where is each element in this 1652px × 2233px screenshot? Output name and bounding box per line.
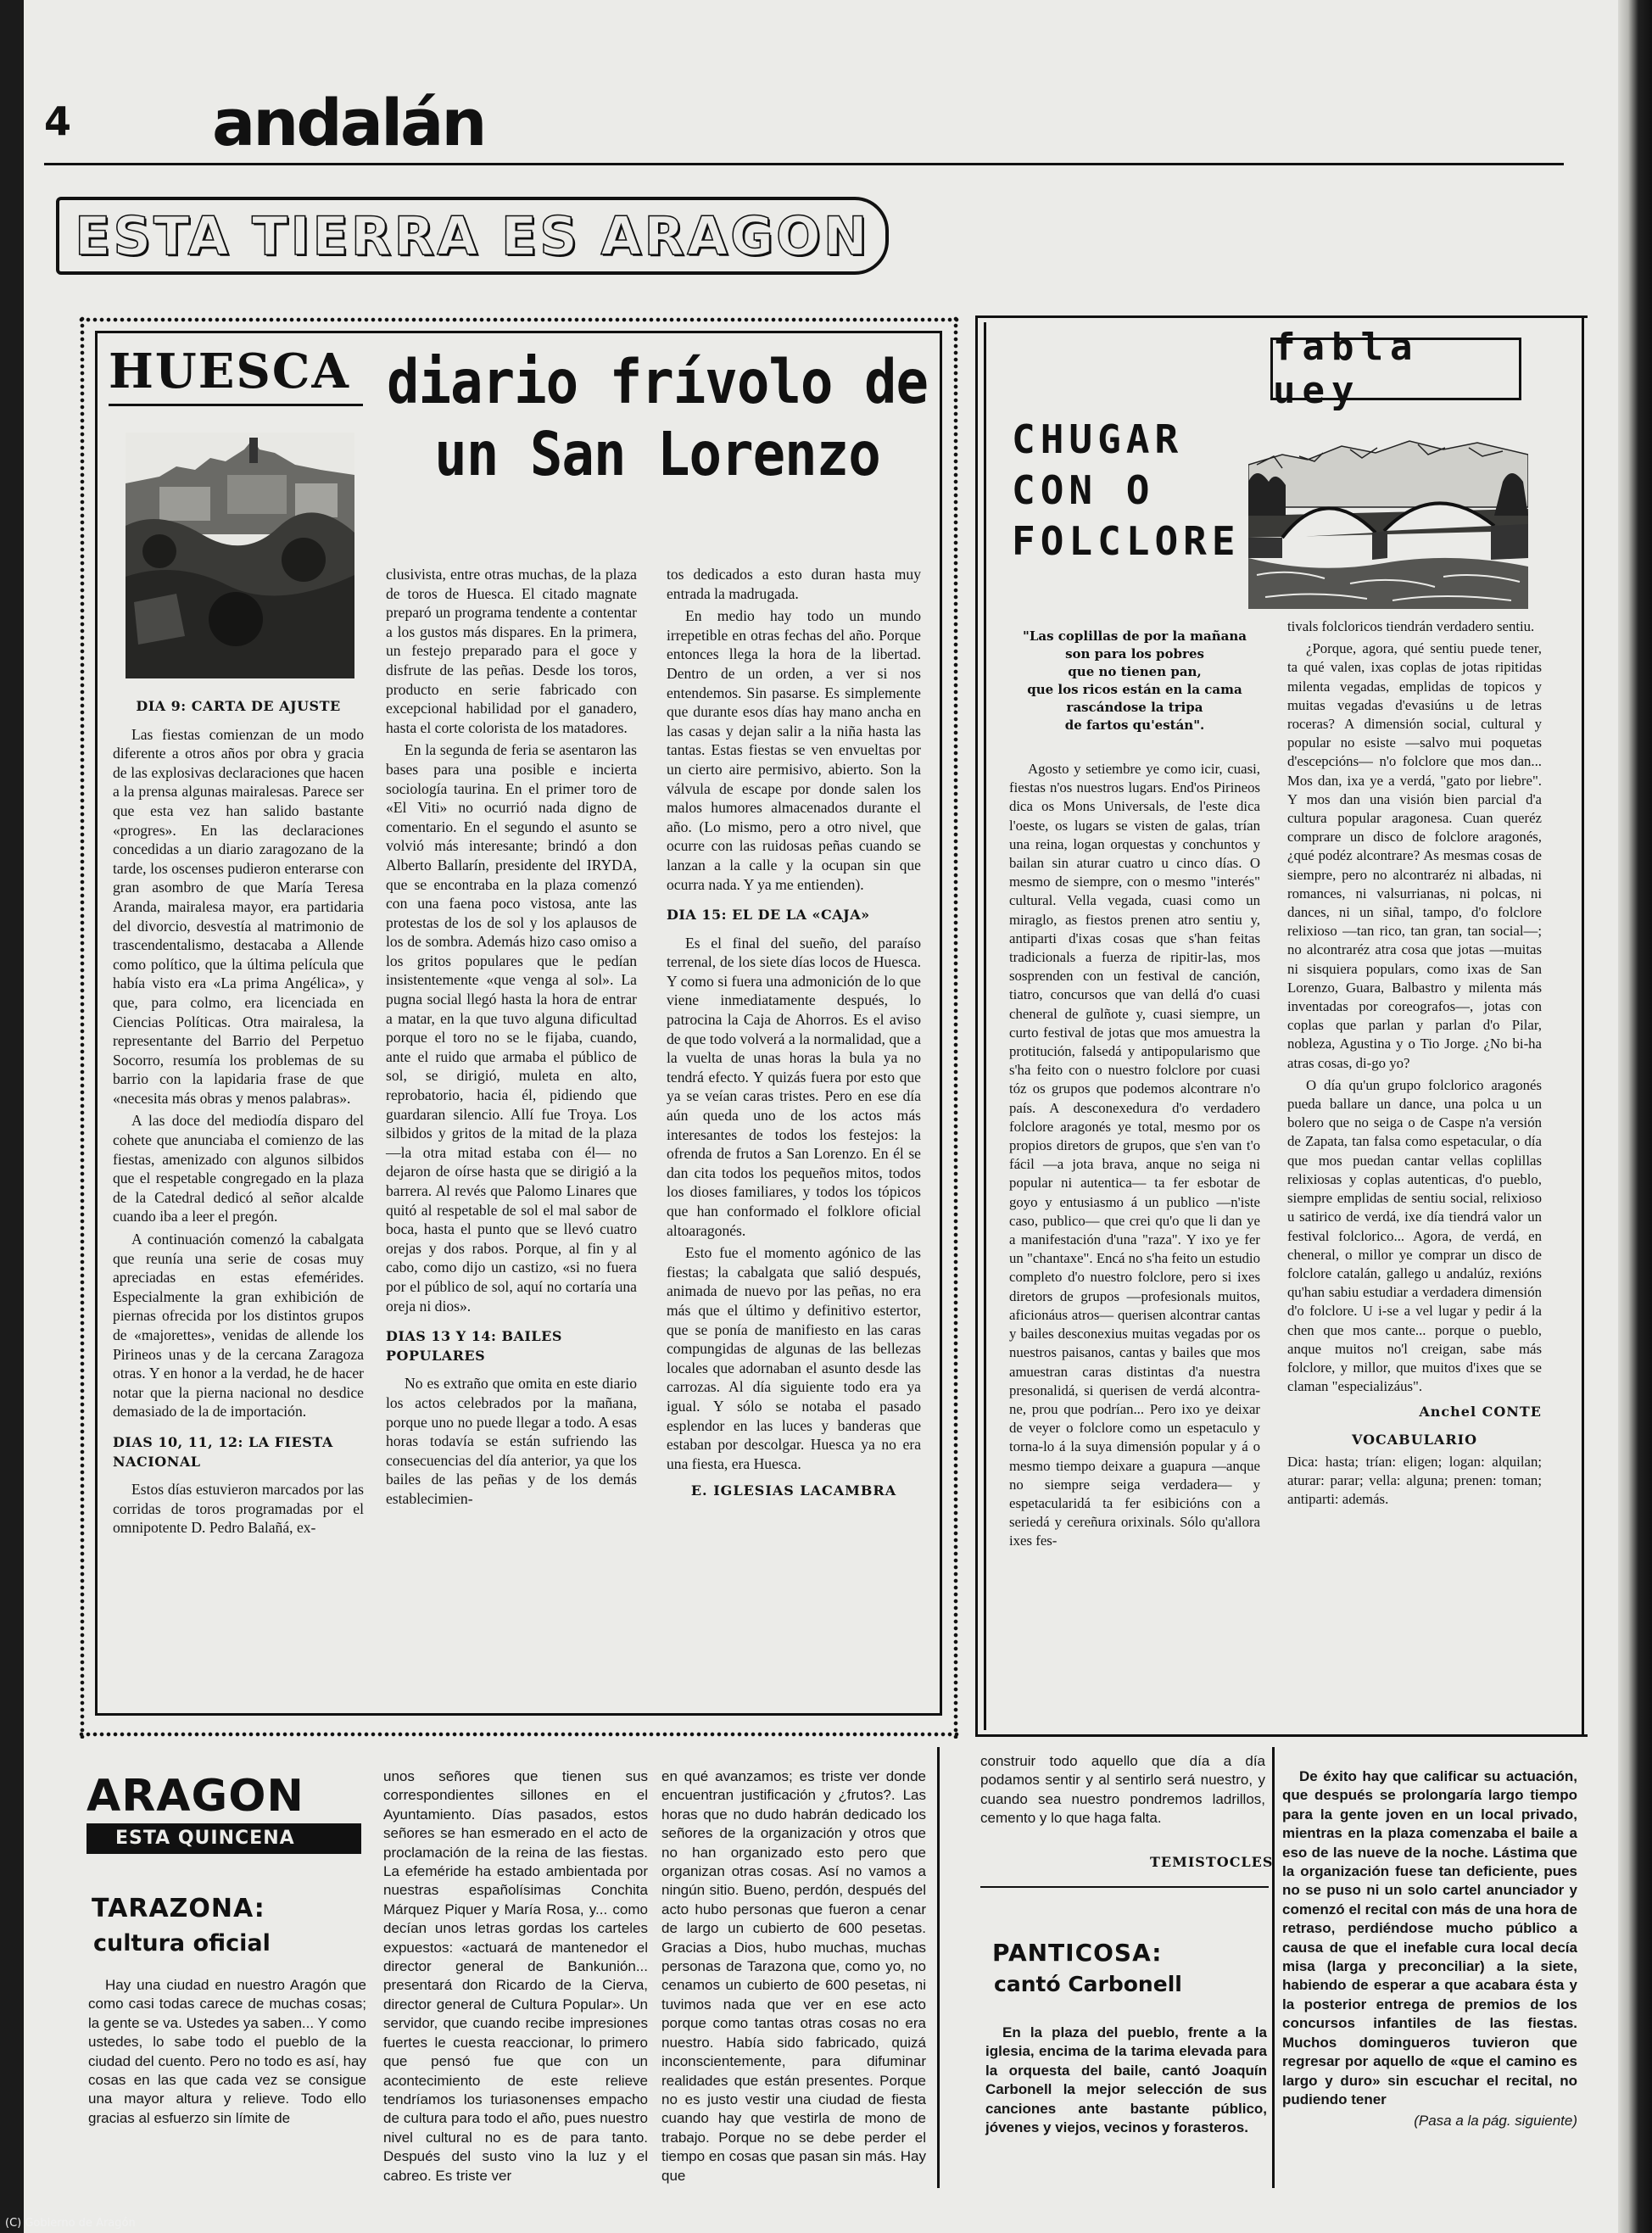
frame-line-top xyxy=(95,331,942,333)
paragraph: A las doce del mediodía disparo del cohete que anunciaba el comienzo de las fiestas, amenizado con algunos silbidos que el respetable congregado en la plaza de la Catedral dedicó al señor alcalde cuando iba a leer el pregón. xyxy=(113,1112,364,1225)
paragraph: En la plaza del pueblo, frente a la iglesia, encima de la tarima elevada para la orquesta del baile, cantó Joaquín Carbonell la mejor selección de sus canciones ante bastante público, jóvenes y viejos, vecinos y forasteros. xyxy=(985,2024,1267,2136)
main-article-col2 xyxy=(386,565,637,1512)
frame-line-right xyxy=(940,331,942,1713)
paragraph: Las fiestas comienzan de un modo diferente a otros años por obra y gracia de las explosivas declaraciones que hacen a la prensa algunas mairalesas. Parece ser que esta vez han salido bastante «progres». En las declaraciones concedidas a un diario zaragozano de la tarde, los oscenses pudieron enterarse con gran asombro de que María Teresa Aranda, mairalesa mayor, era partidaria del divorcio, desvestía al matrimonio de trascendentalismo, destacaba a Allende como político, que la última película que había visto era «La prima Angélica», y que, para colmo, era licenciada en Ciencias Políticas. Otra mairalesa, la representante del Barrio del Perpetuo Socorro, resumía los problemas de su barrio con la lapidaria frase de que «necesita más obras y menos palabras». xyxy=(113,725,364,1107)
aragon-word: ARAGON xyxy=(87,1771,304,1822)
paragraph: unos señores que tienen sus correspondientes sillones en el Ayuntamiento. Días pasados, estos señores se han esmerado en el acto de proclamación de la reina de las fiestas. La efeméride ha estado ambientada por nuestras españolísimas Conchita Márquez Piquer y María Rosa, y... como decían unos letras gordas los carteles expuestos: «actuará de mantenedor el director general de Bankunión... presentará don Ricardo de la Cierva, director general de Cultura Popular». Un servidor, que cuando recibe impresiones fuertes le cuesta reaccionar, lo primero que pensó fue que con un acontecimiento de este relieve tendríamos los turiasonenses empacho de cultura para todo el año, pues nuestro nivel cultural no es de para tanto. Después del susto vino la luz y el cabreo. Es triste ver xyxy=(383,1768,648,2184)
paragraph: No es extraño que omita en este diario los actos celebrados por la mañana, porque uno no puede llegar a todo. A esas horas todavía se están sufriendo las consecuencias del día anterior, ya que los bailes de las peñas y de los demás establecimien- xyxy=(386,1375,637,1507)
header-rule xyxy=(44,163,1564,165)
quote-line: que no tienen pan, xyxy=(1068,664,1202,679)
panticosa-subtitle: cantó Carbonell xyxy=(994,1972,1182,1996)
side-article-colB xyxy=(1287,617,1542,1512)
continue-note: (Pasa a la pág. siguiente) xyxy=(1414,2113,1577,2130)
chain-border-right xyxy=(952,315,960,1739)
panticosa-col1 xyxy=(985,2024,1267,2140)
paragraph: construir todo aquello que día a día podamos sentir y al sentirlo será nuestro, y cuando sea nuestro pondremos ladrillos, cemento y lo que haga falta. xyxy=(980,1753,1265,1827)
paragraph: en qué avanzamos; es triste ver donde encuentran justificación y ¿frutos?. Las horas que no dudo habrán dedicado los señores de la organización y otros que no han organizado esto pero que organizan otras cosas. Así no vamos a ningún sitio. Bueno, perdón, después del acto hubo personas que fueron a cenar de largo un cubierto de 600 pesetas. Gracias a Dios, hubo muchas, muchas personas de Tarazona que, como yo, no cenamos un cubierto de 600 pesetas, ni tuvimos nada que ver en ese acto porque como tantas otras cosas no era nuestro. Había sido fabricado, quizá inconscientemente, para difuminar realidades que están presentes. Porque no es justo vestir una ciudad de fiesta cuando hay que vestirla de mono de trabajo. Porque no se debe perder el tiempo en cosas que pasan sin más. Hay que xyxy=(661,1768,926,2184)
paragraph: Es el final del sueño, del paraíso terrenal, de los siete días locos de Huesca. Y como si fuera una admonición de lo que viene inmediatamente después, lo patrocina la Caja de Ahorros. Es el aviso de que todo volverá a la normalidad, que a la vuelta de unas horas la bula ya no tendrá efecto. Y quizás fuera por esto que ya se veían caras tristes. Pero en ese día aún queda uno de los actos más interesantes de todos los festejos: la ofrenda de frutos a San Lorenzo. En él se dan cita todos los pequeños mitos, todos los dioses familiares, y todos los tópicos que han conformado el folklore oficial altoaragonés. xyxy=(667,934,921,1239)
chain-border-left xyxy=(78,315,87,1739)
side-article-byline: Anchel CONTE xyxy=(1419,1404,1542,1421)
side-frame-right xyxy=(1582,315,1584,1737)
paragraph: ¿Porque, agora, qué sentiu puede tener, ta qué valen, ixas coplas de jotas ripitidas milenta vegadas, emplidas de topicos y muitas vegadas d'evasiúns u de letras roceras? A dimensión social, cultural y popular no esiste —salvo mui poquetas d'escepcións— n'o folclore que mos dan... Mos dan, ixa ye a verdá, "gato por liebre". Y mos dan una visión bien parcial d'a cultura popular aragonesa. Cuan queréz comprare un disco de folclore aragonés, ¿qué podéz alcontrare? As mesmas cosas de siempre, pero no alcontraréz ni albadas, ni romances, ni valsurrianas, ni polcas, ni dances, ni un siñal, tampo, d'o folclore relixioso —tan rico, tan gran, tan social—; no alcontraréz atra cosa que jotas —muitas ni sisquiera populars, como ixas de San Lorenzo, Guara, Balbastro y milenta más inventadas por coreografos—, jotas con coplas que parlan y parlan d'o Pilar, nobleza, Agustina y o Tio Jorge. ¿No bi-ha atras cosas, di-go yo? xyxy=(1287,640,1542,1071)
huesca-photo xyxy=(126,433,354,678)
page-number: 4 xyxy=(44,98,72,144)
quote-line: son para los pobres xyxy=(1065,646,1204,662)
paragraph: Estos días estuvieron marcados por las corridas de toros programadas por el omnipotente D. Pedro Balañá, ex- xyxy=(113,1481,364,1537)
copyright-credit: (C) Gobierno de Aragón xyxy=(5,2217,136,2230)
side-frame-left xyxy=(975,315,978,1737)
bottom-divider-1 xyxy=(937,1747,940,2188)
side-article-quote xyxy=(1012,628,1258,734)
tarazona-col2 xyxy=(383,1767,648,2188)
bridge-illustration xyxy=(1248,431,1528,609)
side-frame-top xyxy=(975,315,1588,318)
paragraph: De éxito hay que calificar su actuación, que después se prolongaría largo tiempo para la gente joven en un local privado, mientras en la plaza comenzaba el baile a eso de las nueve de la noche. Lástima que la organización fuese tan deficiente, pues no se puso ni un solo cartel anunciador y comenzó el recital con más de una hora de retraso, perdiéndose mucho público a causa de que el inefable cura local decía misa (larga y preconciliar) a la siete, habiendo de esperar a que acabara ésta y la posterior entrega de premios de los concursos infantiles de las fiestas. Muchos domingueros tuvieron que regresar por aquello de «que el camino es largo y duro» sin escuchar el recital, no pudiendo tener xyxy=(1282,1768,1577,2107)
quote-line: de fartos qu'están". xyxy=(1064,717,1205,733)
section-banner-text: ESTA TIERRA ES ARAGON xyxy=(75,204,870,267)
title-line: CON O xyxy=(1012,467,1155,513)
chain-border-bottom xyxy=(78,1730,960,1739)
side-frame-bottom xyxy=(975,1734,1588,1737)
masthead-logo: andalán xyxy=(212,85,485,160)
paragraph: Esto fue el momento agónico de las fiestas; la cabalgata que salió después, animada de nuevo por las peñas, no era más que el último y definitivo estertor, que se ponía de manifiesto en las caras compungidas de algunas de las bellezas locales que adornaban el asunto desde las carrozas. Al día siguiente todo era ya igual. Y sólo se notaba el pasado esplendor en las luces y banderas que estaban por descolgar. Huesca ya no era una fiesta, era Huesca. xyxy=(667,1244,921,1472)
aragon-quincena-logo xyxy=(87,1772,361,1866)
frame-line-bottom xyxy=(95,1713,942,1716)
chain-border-top xyxy=(78,315,960,324)
tarazona-col4 xyxy=(980,1752,1265,1831)
next-page-edge xyxy=(1618,0,1652,2233)
tarazona-subtitle: cultura oficial xyxy=(93,1930,271,1957)
aragon-band: ESTA QUINCENA xyxy=(87,1823,361,1854)
bottom-divider-2 xyxy=(1272,1747,1275,2188)
temistocles-rule xyxy=(980,1886,1269,1888)
subhead-dia9: DIA 9: CARTA DE AJUSTE xyxy=(136,698,341,714)
section-fabla-uey: fabla uey xyxy=(1270,338,1521,400)
vocabulary-title: VOCABULARIO xyxy=(1351,1431,1478,1448)
tarazona-title: TARAZONA: xyxy=(92,1894,265,1923)
paragraph: A continuación comenzó la cabalgata que reunía una serie de cosas muy apreciadas en estas efemérides. Especialmente la gran exhibición de piernas ofrecida por los distintos grupos de «majorettes», venidas de allende los Pirineos unas y de la cercana Zaragoza otras. Y en honor a la verdad, he de hacer notar que la pierna nacional no desdice demasiado de la de importación. xyxy=(113,1231,364,1421)
side-frame-left-inner xyxy=(984,322,986,1730)
main-article-byline: E. IGLESIAS LACAMBRA xyxy=(690,1482,897,1499)
subhead-dia15: DIA 15: EL DE LA «CAJA» xyxy=(667,907,870,924)
main-article-col1 xyxy=(113,685,364,1541)
paragraph: clusivista, entre otras muchas, de la plaza de toros de Huesca. El citado magnate preparó un programa tendente a contentar a los gustos más dispares. En la primera, un festejo preparado para el goce y disfrute de las peñas. Desde los toros, producto en serie fabricado con excepcional habilidad por el ganadero, hasta el corte colorista de los matadores. xyxy=(386,566,637,736)
main-article-col3 xyxy=(667,565,921,1501)
subhead-dias-10-12: DIAS 10, 11, 12: LA FIESTA NACIONAL xyxy=(113,1433,333,1470)
paragraph: En medio hay todo un mundo irrepetible en otras fechas del año. Porque entonces llega la hora de la libertad. Dentro de un orden, a ver si nos entendemos. Sin pasarse. Es simplemente que durante esos días hay mano ancha en las casas y dejan salir a la niña hasta las tantas. Estas fiestas se ven envueltas por un cierto aire permisivo, abierto. Son la válvula de escape por donde salen los malos humores almacenados durante el año. (Lo mismo, pero a otro nivel, que ocurre con las ruidosas peñas cuando se lanzan a la calle y la ocupan sin que ocurra nada. Y ya me entienden). xyxy=(667,607,921,893)
panticosa-title: PANTICOSA: xyxy=(992,1939,1163,1967)
quote-line: "Las coplillas de por la mañana xyxy=(1023,628,1247,644)
tarazona-byline: TEMISTOCLES xyxy=(1150,1854,1274,1870)
paragraph: En la segunda de feria se asentaron las bases para una posible e incierta sociología taurina. En el primer toro de «El Viti» no ocurrió nada digno de comentario. En el segundo el asunto se volvió más interesante; brindó a don Alberto Ballarín, presidente del IRYDA, que se encontraba en la plaza comenzó con una faena poco vistosa, ante las protestas de los de sol y los aplausos de los de sombra. Además hizo caso omiso a los gritos populares que le pedían insistentemente «que venga al sol». La pugna social llegó hasta la hora de entrar a matar, en la que tuvo alguna dificultad porque el toro no se le fijaba, cuando, ante el ruido que armaba el público de sol, se dirigió, muleta en alto, reprobatorio, hacia él, pidiendo que guardaran silencio. Allí fue Troya. Los silbidos y gritos de la mitad de la plaza —la otra mitad estaba con él— no dejaron de oírse hasta que se dirigió a la barrera. Al revés que Palomo Linares que quitó al respetable de sol el mal sabor de boca, hasta el punto que se llevó cuatro orejas y dos rabos. Porque, al fin y al cabo, como dijo un castizo, «si no fuera por el público de sol, aquí no cortaría una oreja ni dios». xyxy=(386,741,637,1315)
frame-line-left xyxy=(95,331,98,1713)
city-label: HUESCA xyxy=(109,339,363,406)
quote-line: que los ricos están en la cama xyxy=(1027,682,1242,697)
tarazona-col1 xyxy=(88,1976,366,2130)
paragraph: tivals folcloricos tiendrán verdadero sentiu. xyxy=(1287,618,1535,634)
subhead-dias-13-14: DIAS 13 Y 14: BAILES POPULARES xyxy=(386,1328,562,1364)
title-line: CHUGAR xyxy=(1012,416,1184,462)
panticosa-col2 xyxy=(1282,1767,1577,2131)
vocabulary-list: Dica: hasta; trían: eligen; logan: alquilan; aturar: parar; vella: alguna; prenen: toman; antiparti: además. xyxy=(1287,1453,1542,1508)
paragraph: Hay una ciudad en nuestro Aragón que como casi todas carece de muchas cosas; la gente se va. Ustedes ya saben... Y como ustedes, lo sabe todo el pueblo de la ciudad del cuento. Pero no todo es así, hay cosas en las que cada vez se consigue una mayor altura y relieve. Todo ello gracias al esfuerzo sin límite de xyxy=(88,1977,366,2126)
side-article-title xyxy=(1012,414,1258,567)
side-article-colA xyxy=(1009,760,1260,1555)
paragraph: O día qu'un grupo folclorico aragonés pueda ballare un dance, una polca u un bolero que no seiga o de Caspe n'a versión de Zapata, tan falsa como espetacular, o día que mos puedan cantar vellas coplillas relixiosas y coplas autenticas, d'o pueblo, siempre emplidas de sentiu social, relixioso u satirico de verdá, ixe día tiendrá valor un festival folclorico... Agora, de verdá, en cheneral, o millor ye comprar un disco de folclore catalán, gallego u andalúz, rexións qu'han sabiu estudiar a verdadera dimensión d'o folclore. U i-se a vel lugar y pedir á la chen que mos cante... porque o pueblo, anque muitos no'l creigan, sabe más folclore, y millor, que muitos d'ixes que se claman "especializáus". xyxy=(1287,1076,1542,1395)
article-headline: diario frívolo de un San Lorenzo xyxy=(386,348,929,490)
paragraph: Agosto y setiembre ye como icir, cuasi, fiestas n'os nuestros lugars. End'os Pirineos dica os Mons Universals, de l'este dica l'oeste, os lugars se visten de galas, trían una reina, logan orquestas y conchuntos y bailan sin aturar cuatro u cinco días. O mesmo de siempre, con o mesmo "interés" cultural. Vella vegada, cuasi como un miraglo, as fiestos prenen atro sentiu y, antiparti d'ixas cosas que s'han feitas tradicionals a fuerza de ripitir-las, mos sosprenden con un festival de canción, tiatro, concursos que van dellá d'o cuasi cheneral de gulñote y, cuasi siempre, un curto festival de jotas que mos amuestra la protitución, falsedá y antipopularismo que s'ha feito con o nuestro folclore por cuasi tóz os grupos que podemos alcontrare n'o país. A desconexedura d'o verdadero folclore aragonés ye total, mesmo por os propios diretors de grupos, que s'en van t'o fácil —a jota brava, anque no seiga ni popular ni autentica— ta fer esbotar de goyo y entusiasmo á un publico —n'iste caso, publico— que crei qu'o que li dan ye a manifestación d'una "raza". Y ixo ye fer un "chantaxe". Encá no s'ha feito un estudio completo d'o nuestro folclore, pero si ixes diretors de grupos —profesionals muitos, aficionáus atros— querisen alcontrar cantas y bailes desconexius muitas vegadas por os nuestros paisanos, cantas y bailes que mos amuestran caras distintas d'a nuestra presonalidá, si querisen de verdá alcontra-ne, prou que podrían... Pero ixo ye deixar de veyer o folclore como un espetaculo y torna-lo á la suya dimensión popular y á o mesmo tiempo deixare a guapura —anque no siempre seiga verdadera— y espetacularidá ta fer esibicións con a seriedá y cereñura orixinals. Sólo qu'allora ixes fes- xyxy=(1009,761,1260,1549)
paragraph: tos dedicados a esto duran hasta muy entrada la madrugada. xyxy=(667,566,921,602)
section-banner xyxy=(56,197,889,275)
title-line: FOLCLORE xyxy=(1012,518,1241,564)
quote-line: rascándose la tripa xyxy=(1066,700,1203,715)
tarazona-col3 xyxy=(661,1767,926,2188)
